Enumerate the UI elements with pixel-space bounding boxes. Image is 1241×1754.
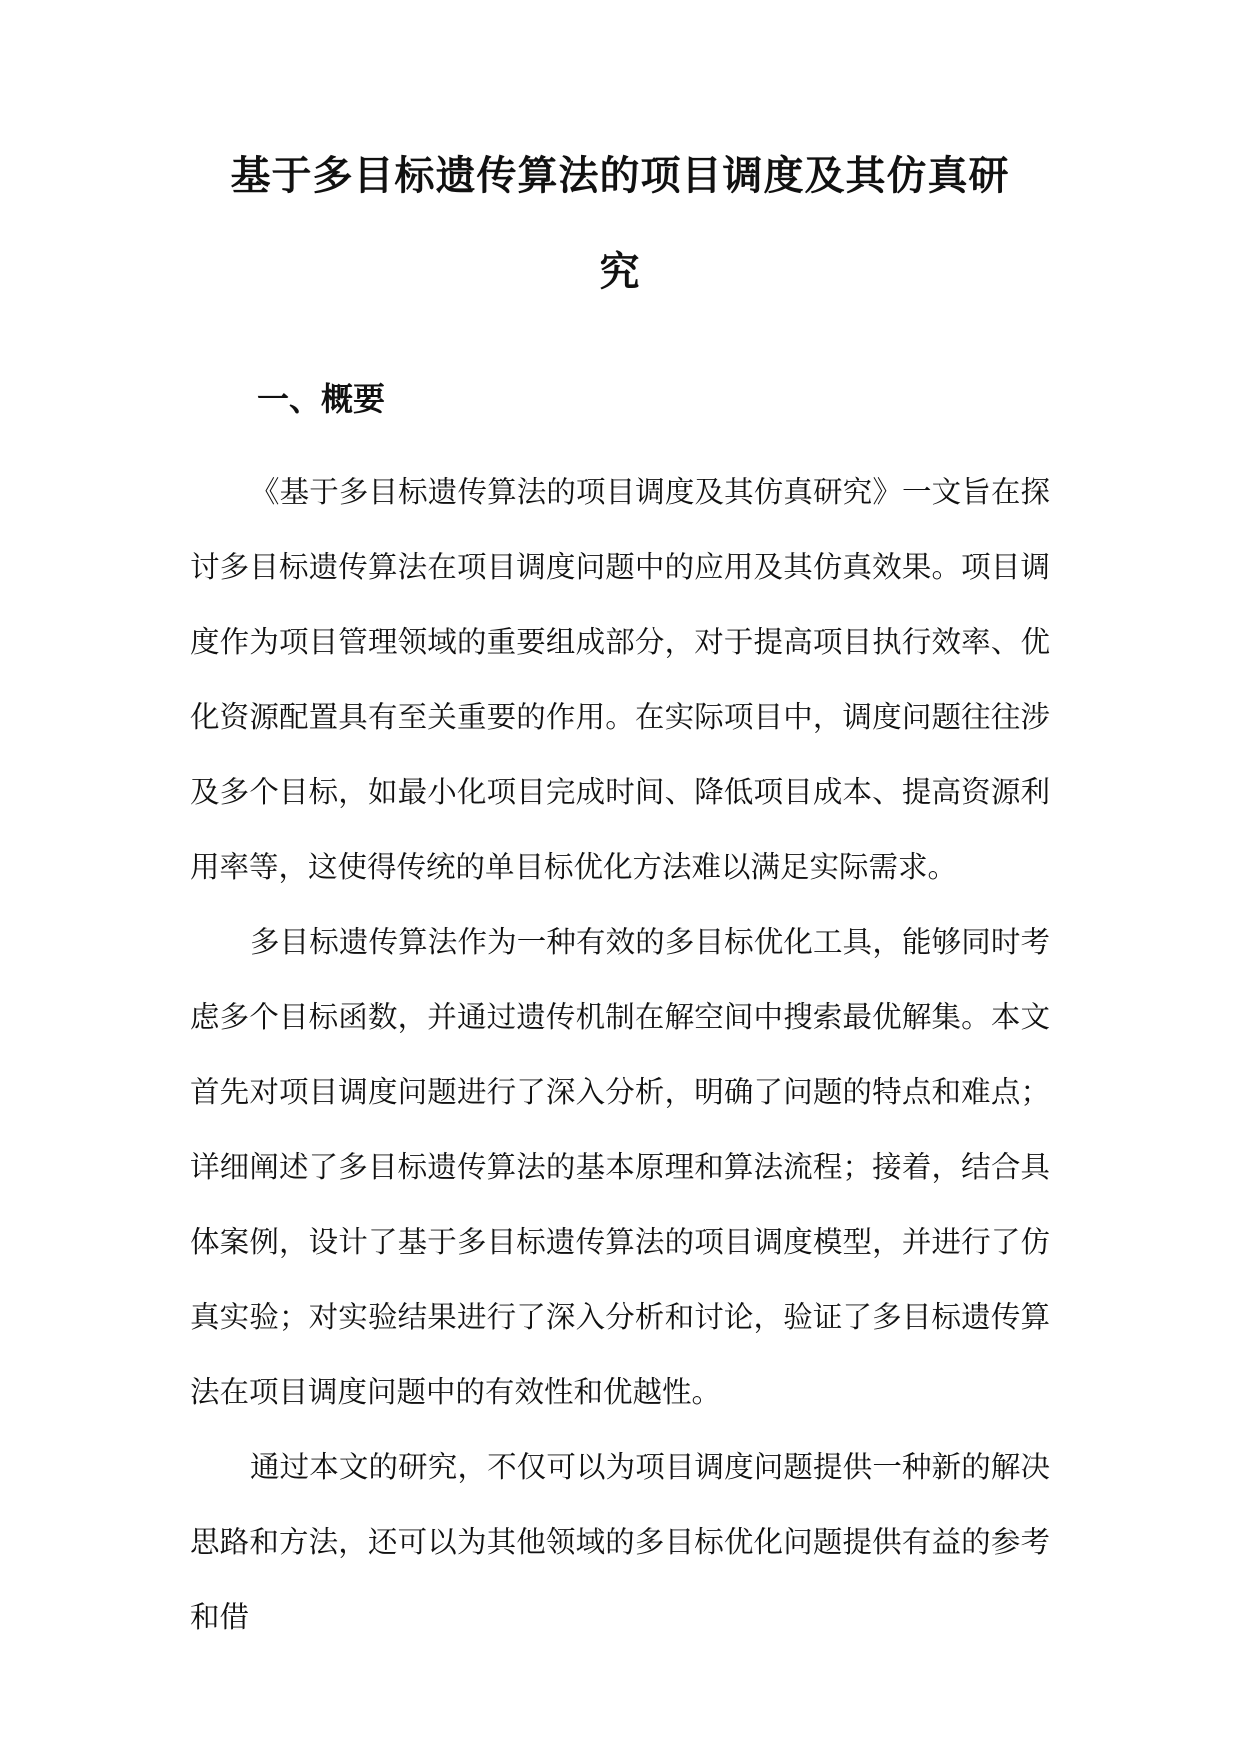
document-title-line-1: 基于多目标遗传算法的项目调度及其仿真研 [230,152,1010,199]
document-title-line-2: 究 [599,248,641,295]
section-heading-overview: 一、概要 [257,380,386,418]
paragraph-1: 《基于多目标遗传算法的项目调度及其仿真研究》一文旨在探讨多目标遗传算法在项目调度问题中的应用及其仿真效果。项目调度作为项目管理领域的重要组成部分，对于提高项目执行效率、优化资源配置具有至关重要的作用。在实际项目中，调度问题往往涉及多个目标，如最小化项目完成时间、降低项目成本、提高资源利用率等，这使得传统的单目标优化方法难以满足实际需求。 [190,475,1050,884]
paragraph-2: 多目标遗传算法作为一种有效的多目标优化工具，能够同时考虑多个目标函数，并通过遗传机制在解空间中搜索最优解集。本文首先对项目调度问题进行了深入分析，明确了问题的特点和难点；详细阐述了多目标遗传算法的基本原理和算法流程；接着，结合具体案例，设计了基于多目标遗传算法的项目调度模型，并进行了仿真实验；对实验结果进行了深入分析和讨论，验证了多目标遗传算法在项目调度问题中的有效性和优越性。 [190,925,1050,1409]
paragraph-3: 通过本文的研究，不仅可以为项目调度问题提供一种新的解决思路和方法，还可以为其他领域的多目标优化问题提供有益的参考和借 [190,1450,1050,1634]
